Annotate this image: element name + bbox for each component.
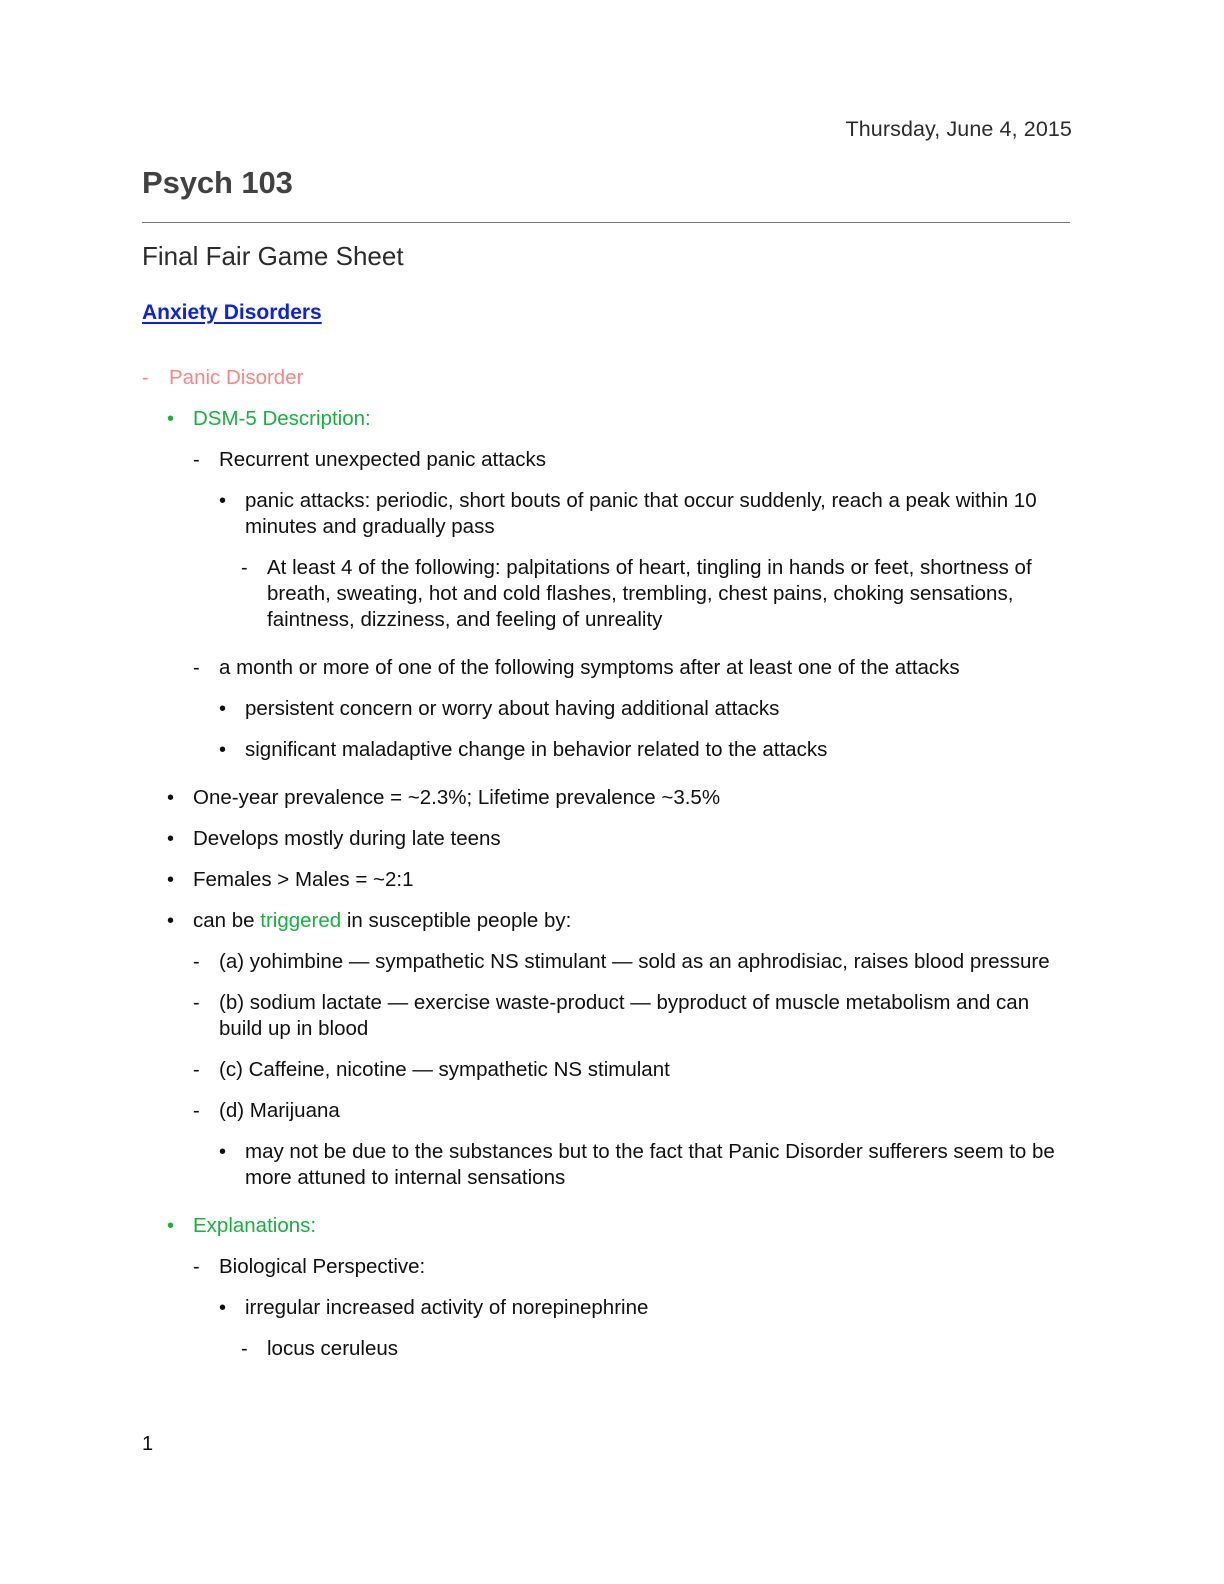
outline-item-label: (b) sodium lactate — exercise waste-product — byproduct of muscle metabolism and can build up in blood	[219, 990, 1030, 1040]
dash-marker: -	[193, 1099, 200, 1122]
outline-item-label: Explanations:	[193, 1213, 317, 1237]
outline-item-month-or-more	[193, 655, 1072, 681]
outline-item-label: (a) yohimbine — sympathetic NS stimulant — sold as an aphrodisiac, raises blood pressure	[219, 949, 1050, 973]
bullet-marker: •	[167, 407, 175, 430]
bullet-marker: •	[219, 1140, 227, 1163]
bullet-marker: •	[167, 1214, 175, 1237]
outline-item-label: Develops mostly during late teens	[193, 826, 501, 850]
outline-item-label: Biological Perspective:	[219, 1254, 426, 1278]
triggered-highlight-word: triggered	[260, 908, 342, 932]
outline-item-locus-ceruleus	[241, 1336, 1072, 1362]
outline-item-can-be-triggered	[167, 908, 1072, 934]
section-heading-anxiety-disorders: Anxiety Disorders	[142, 300, 322, 324]
outline-item-persistent-concern	[219, 696, 1072, 722]
outline-item-label: panic attacks: periodic, short bouts of panic that occur suddenly, reach a peak within 10 minutes and gradually pass	[245, 488, 1037, 538]
outline-item-label: a month or more of one of the following symptoms after at least one of the attacks	[219, 655, 960, 679]
bullet-marker: •	[167, 786, 175, 809]
dash-marker: -	[142, 366, 149, 389]
outline-item-panic-disorder	[142, 365, 1072, 391]
outline-item-significant-change	[219, 737, 1072, 763]
outline-item-at-least-four-symptoms	[241, 555, 1072, 633]
triggered-prefix-text: can be	[193, 908, 261, 932]
page-title: Psych 103	[142, 164, 293, 200]
outline-item-label: At least 4 of the following: palpitations of heart, tingling in hands or feet, shortness of breath, sweating, hot and cold flashes, trembling, chest pains, choking sensations, faintness, dizziness, and feeling of unreality	[267, 555, 1032, 631]
outline-item-label: (d) Marijuana	[219, 1098, 340, 1122]
outline-item-label: irregular increased activity of norepinephrine	[245, 1295, 649, 1319]
outline-item-trigger-b-sodium-lactate	[193, 990, 1072, 1042]
bullet-marker: •	[219, 1296, 227, 1319]
outline-item-label: Panic Disorder	[169, 365, 304, 389]
bullet-marker: •	[167, 827, 175, 850]
outline-item-substances-note	[219, 1139, 1072, 1191]
outline-item-develops-late-teens	[167, 826, 1072, 852]
outline-item-norepinephrine	[219, 1295, 1072, 1321]
outline-item-label: locus ceruleus	[267, 1336, 399, 1360]
document-content	[142, 0, 1072, 1377]
bullet-marker: •	[219, 697, 227, 720]
outline-item-trigger-a-yohimbine	[193, 949, 1072, 975]
dash-marker: -	[193, 448, 200, 471]
outline-item-label: Females > Males = ~2:1	[193, 867, 414, 891]
dash-marker: -	[193, 1255, 200, 1278]
outline-item-label: (c) Caffeine, nicotine — sympathetic NS stimulant	[219, 1057, 670, 1081]
outline-item-dsm5-description	[167, 406, 1072, 432]
title-divider	[142, 222, 1070, 223]
outline-item-label: may not be due to the substances but to the fact that Panic Disorder sufferers seem to be more attuned to internal sensations	[245, 1139, 1055, 1189]
outline-item-label	[193, 908, 1072, 934]
outline-item-trigger-d-marijuana	[193, 1098, 1072, 1124]
dash-marker: -	[193, 991, 200, 1014]
bullet-marker: •	[167, 868, 175, 891]
dash-marker: -	[193, 950, 200, 973]
bullet-marker: •	[219, 738, 227, 761]
outline-item-prevalence	[167, 785, 1072, 811]
outline-item-recurrent-attacks	[193, 447, 1072, 473]
dash-marker: -	[193, 1058, 200, 1081]
document-subtitle: Final Fair Game Sheet	[142, 241, 404, 272]
outline-item-biological-perspective	[193, 1254, 1072, 1280]
dash-marker: -	[241, 1337, 248, 1360]
outline-item-sex-ratio	[167, 867, 1072, 893]
outline-item-label: DSM-5 Description:	[193, 406, 371, 430]
document-date: Thursday, June 4, 2015	[845, 117, 1072, 141]
triggered-suffix-text: in susceptible people by:	[341, 908, 572, 932]
outline-item-label: One-year prevalence = ~2.3%; Lifetime prevalence ~3.5%	[193, 785, 721, 809]
bullet-marker: •	[219, 489, 227, 512]
outline-item-label: significant maladaptive change in behavior related to the attacks	[245, 737, 828, 761]
page-number: 1	[142, 1433, 154, 1455]
outline-item-label: persistent concern or worry about having additional attacks	[245, 696, 780, 720]
dash-marker: -	[193, 656, 200, 679]
outline-item-label: Recurrent unexpected panic attacks	[219, 447, 547, 471]
bullet-marker: •	[167, 909, 175, 932]
outline-item-trigger-c-caffeine-nicotine	[193, 1057, 1072, 1083]
section-heading-wrap	[142, 300, 1072, 345]
outline-item-explanations	[167, 1213, 1072, 1239]
outline-item-panic-attacks-definition	[219, 488, 1072, 540]
outline-body	[142, 300, 1072, 1362]
dash-marker: -	[241, 556, 248, 579]
